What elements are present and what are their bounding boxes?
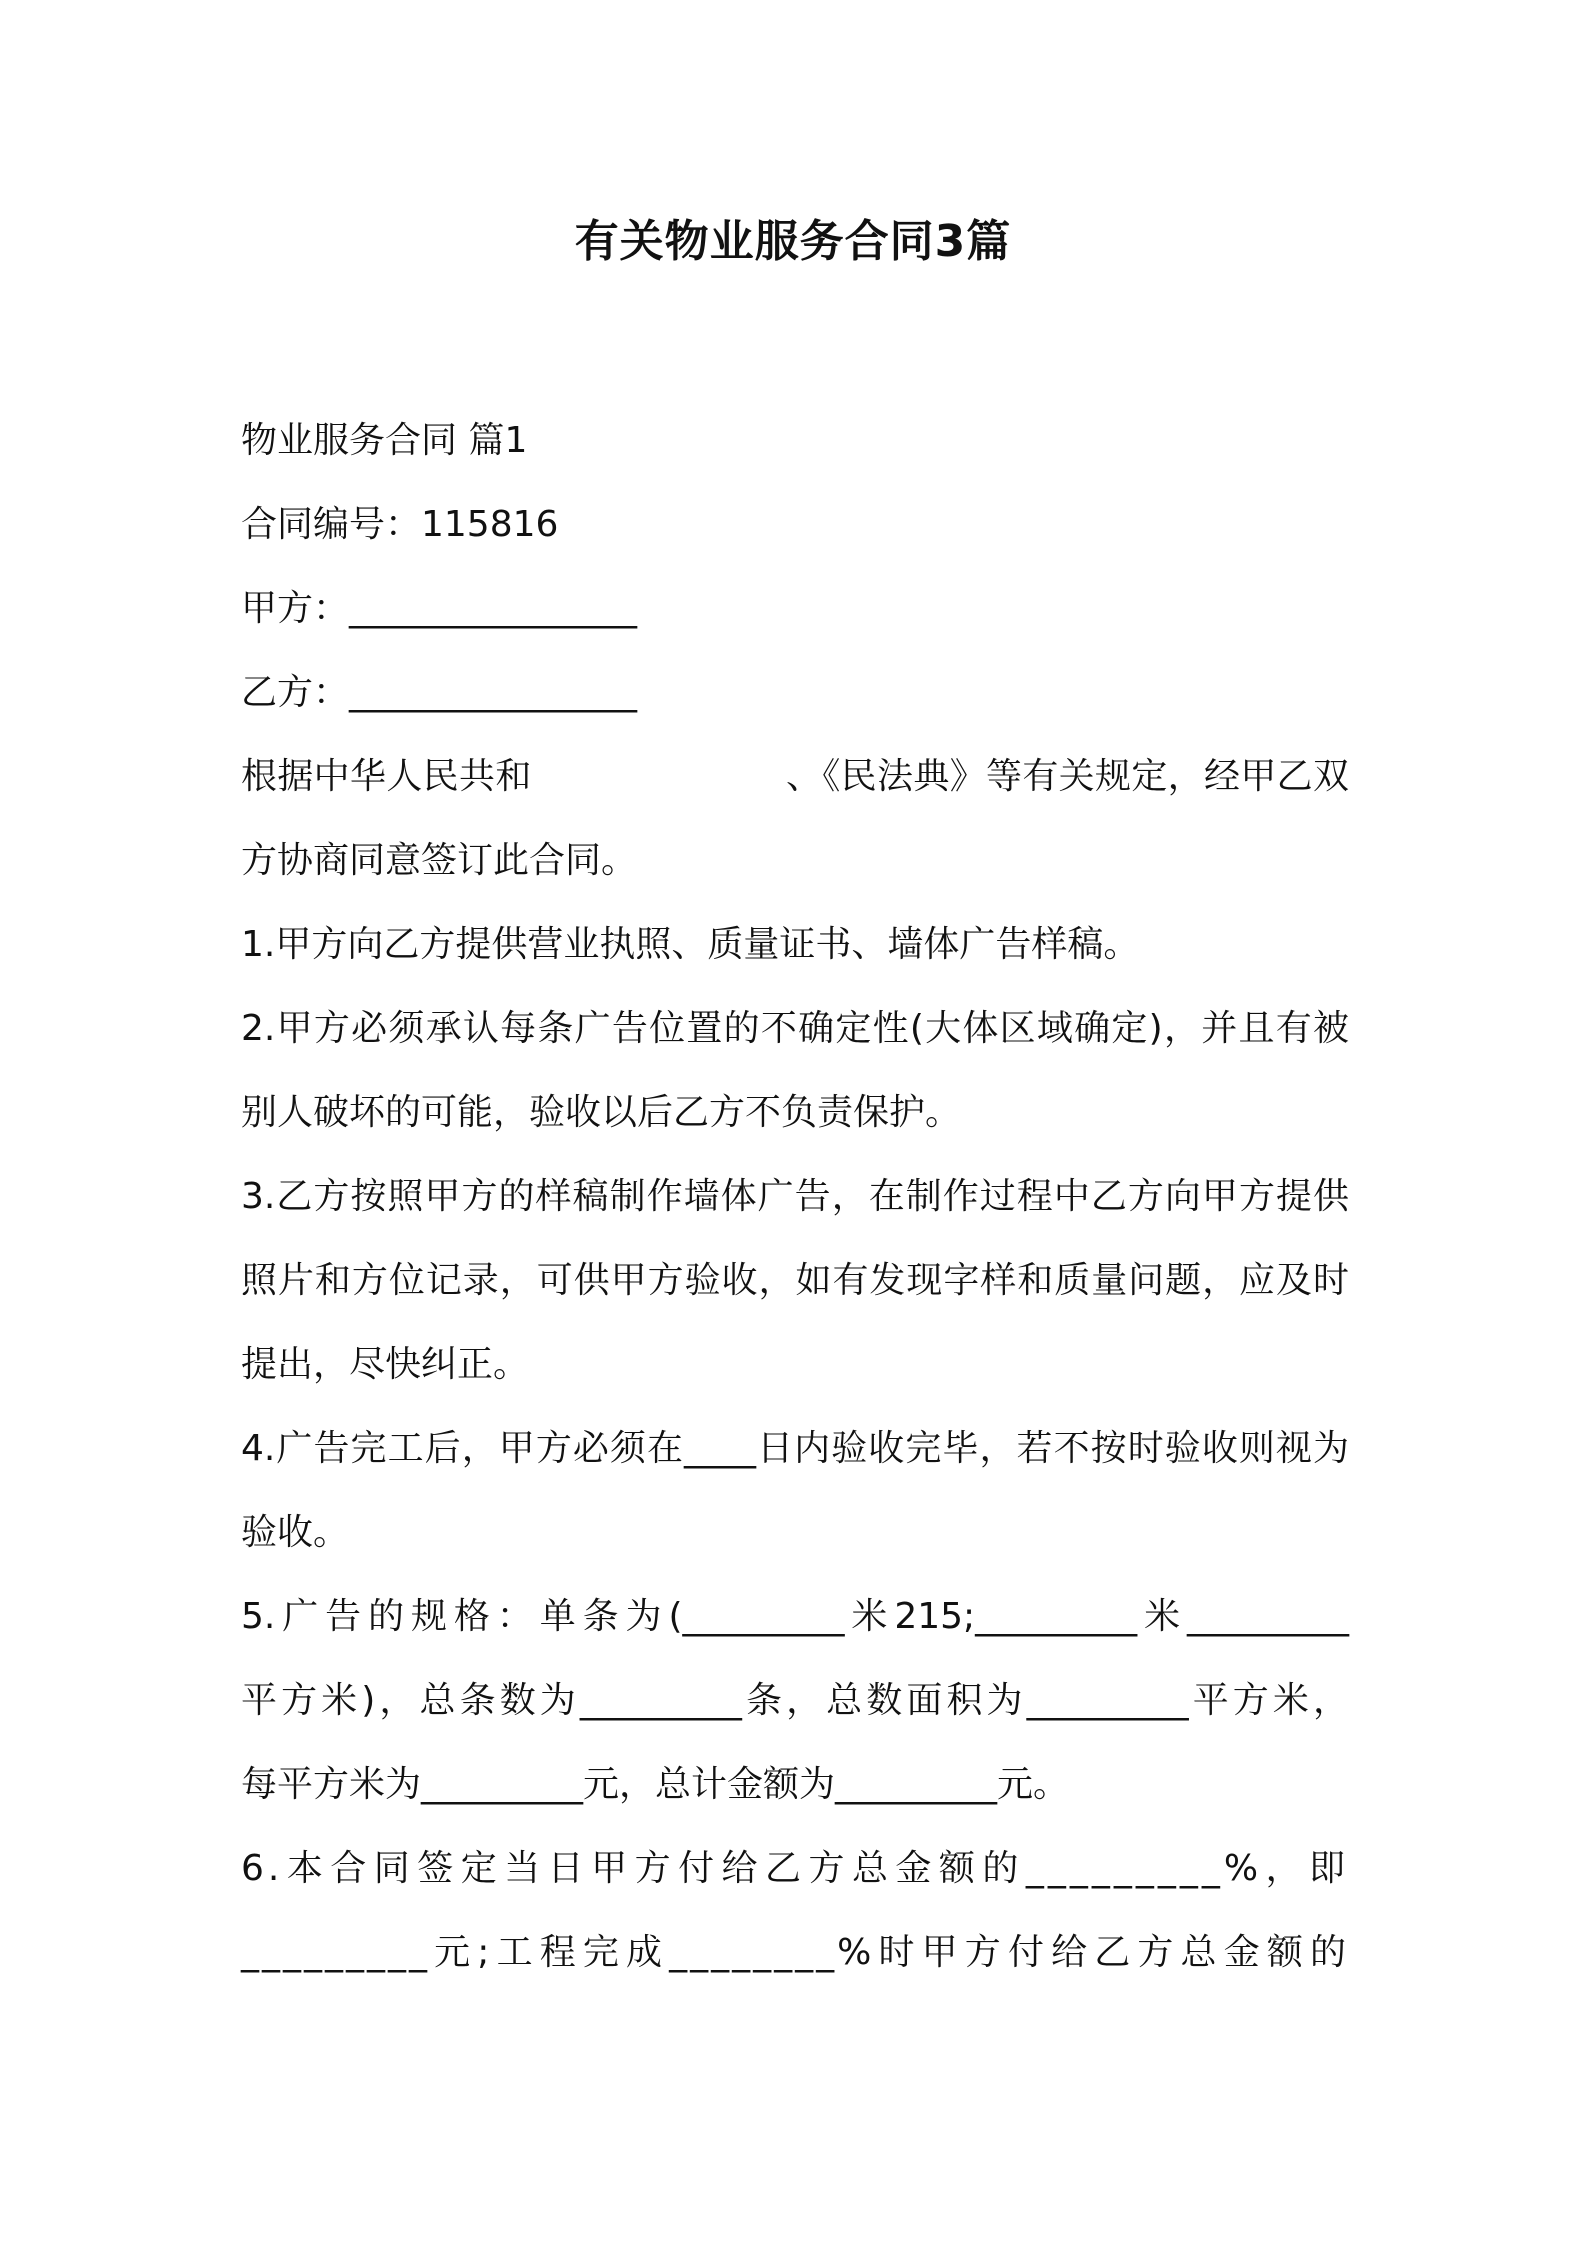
- paragraph-line: 根据中华人民共和 、《民法典》等有关规定，经甲乙双: [241, 756, 1349, 797]
- clause-5-line: 平方米)，总条数为_________条，总数面积为_________平方米，: [241, 1680, 1349, 1721]
- party-a-line: 甲方：________________: [241, 588, 638, 629]
- clause-6-line: _________元;工程完成________%时甲方付给乙方总金额的: [241, 1932, 1349, 1973]
- clause-4-line: 验收。: [241, 1512, 350, 1553]
- clause-6-line: 6.本合同签定当日甲方付给乙方总金额的_________%，即: [241, 1848, 1349, 1889]
- clause-5-line: 5.广告的规格：单条为(_________米215;_________米_________: [241, 1596, 1349, 1637]
- clause-2-line: 别人破坏的可能，验收以后乙方不负责保护。: [241, 1092, 962, 1133]
- clause-4-line: 4.广告完工后，甲方必须在____日内验收完毕，若不按时验收则视为: [241, 1428, 1349, 1469]
- paragraph-line: 方协商同意签订此合同。: [241, 840, 638, 881]
- party-b-line: 乙方：________________: [241, 672, 638, 713]
- section-heading: 物业服务合同 篇1: [241, 420, 528, 461]
- document-title: 有关物业服务合同3篇: [574, 216, 1012, 267]
- clause-2-line: 2.甲方必须承认每条广告位置的不确定性(大体区域确定)，并且有被: [241, 1008, 1349, 1049]
- clause-5-line: 每平方米为_________元，总计金额为_________元。: [241, 1764, 1070, 1805]
- clause-3-line: 3.乙方按照甲方的样稿制作墙体广告，在制作过程中乙方向甲方提供: [241, 1176, 1349, 1217]
- clause-3-line: 照片和方位记录，可供甲方验收，如有发现字样和质量问题，应及时: [241, 1260, 1349, 1301]
- contract-number: 合同编号：115816: [241, 504, 559, 545]
- clause-1: 1.甲方向乙方提供营业执照、质量证书、墙体广告样稿。: [241, 924, 1140, 965]
- clause-3-line: 提出，尽快纠正。: [241, 1344, 530, 1385]
